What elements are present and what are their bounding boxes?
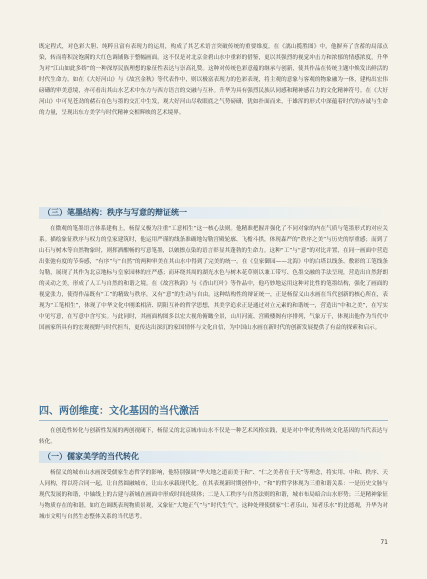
body-paragraph: 在创造性转化与创新性发展的两创视阈下，杨留义的北京城市山水不仅是一种艺术风格实践，更是对中华优秀传统文化基因的当代表达与转化。	[39, 428, 388, 445]
section-heading: 四、两创维度：文化基因的当代激活	[39, 406, 199, 417]
body-paragraph: 既定程式，对色彩大胆、纯粹且富有表现力的运用，构成了其艺术语言突破传统的重要维度。在《漓山揽胜图》中，他摒弃了含蓄的局部点染，转而将积淀饱满的大红色调铺陈于整幅画面。这不仅是对北京金碧山水中重彩的借鉴，更以其强烈的视觉冲击力和浓郁的情感浓度，升华为对“江山如此多娇”的一种深厚民族理想的象征性表达与崇高礼赞。这种对传统色彩意蕴的继承与创新，使其作品在传统主题中焕发出鲜活的时代生命力。如在《大好河山》与《故宫金秋》等代表作中，则以极富表现力的色彩表现，将主观的意象与客观的物象融为一体，建构出宏伟磅礴的审美意境，亦可看出其山水艺术中东方与西方语言的交融与互补。升华为具有强烈民族认同感和精神感召力的文化精神符号。在《大好河山》中可见苍劲的赭石在色与墨的交汇中生发，观大好河山尽收眼底之气势磅礴，犹如扑面而来，于雄浑的形式中深蕴着时代的赤诚与生命的力量，呈现出东方美学与时代精神交相辉映的艺术境界。	[39, 44, 388, 116]
sub-heading: （三）笔墨结构：秩序与写意的辩证统一	[39, 207, 388, 219]
body-paragraph: 在微观的笔墨语言体系建构上，杨留义极为注重“工意相生”这一核心法则。他精准把握并强化了不同对象的内在气质与笔墨形式的对应关系。描绘象征秩序与权力的皇家建筑时，他运用严谨的线条准确地勾勒宫殿轮廓、飞檐斗拱，体现森严的“秩序之美”与历史的厚重感；而到了山石与树木等自然物象时，则挥洒酣畅的写意笔墨，以皴擦点染的语言彰显其蓬勃的生命力。这种“工”与“意”的对比并置，在同一画面中营造出张弛有度的节奏感，“有序”与“自然”的两种审美在其山水中得到了完美的统一。在《皇家御园——北海》中的白塔以线条、敷彩的工笔线条勾勒，展现了其作为北京地标与皇家园林的庄严感；而环绕其周的湖光水色与树木花草则以兼工带写、色墨交融的手法呈现，营造出自然舒朗的灵动之美，形成了人工与自然的和谐之境。在《故宫秋韵》与《香山红叶》等作品中，他巧妙地运用这种对比性的笔墨结构，强化了画面的视觉张力，使得作品既有“工”的精致与秩序，又有“意”的生动与自由。这种结构性的辩证统一，正是杨留义山水画在当代创新的核心所在，表现为“工笔相生”，体现了中华文化中刚柔相济、阴阳互补的哲学思想，其美学追求正是通过对立元素的和谐统一，营造出“中和之美”，在写实中见写意，在写意中含写实。与此同时，其画面构图多以宏大视角俯瞰全景，山川河流、宫殿楼阁有序排列，气象万千，体现出他作为当代中国画家所具有的宏观视野与时代担当，更传达出深沉的家国情怀与文化自信，为中国山水画在新时代的创新发展提供了有益的探索和启示。	[39, 226, 388, 331]
sub-heading: （一）儒家美学的当代转化	[39, 451, 388, 463]
page-number: 71	[380, 539, 388, 546]
section-divider	[39, 420, 388, 421]
body-paragraph: 杨留义的城市山水画深受儒家生态哲学的影响，他特别强调“华夫地之道而美于和”、“仁之美者在于天”等理念，将实用、中和、秩序、天人同构，得以符合同一起，让自然圆融城市，让山水承载现代化。在其表现新时期创作中，“和”的哲学体现为三重和谐关系：一是历史文脉与现代发展的和谐，中轴线上的古建与新城在画面中形成时间连续体；二是人工秩序与自然法则的和谐，城市布局暗合山水形势；三是精神象征与物质存在的和谐，如红色调既表现物质景观，又象征“大地正气”与“时代生气”，这种处理使儒家“仁者乐山，知者乐水”的比德观，升华为对城市文明与自然生态整体关系的当代思考。	[39, 470, 388, 520]
